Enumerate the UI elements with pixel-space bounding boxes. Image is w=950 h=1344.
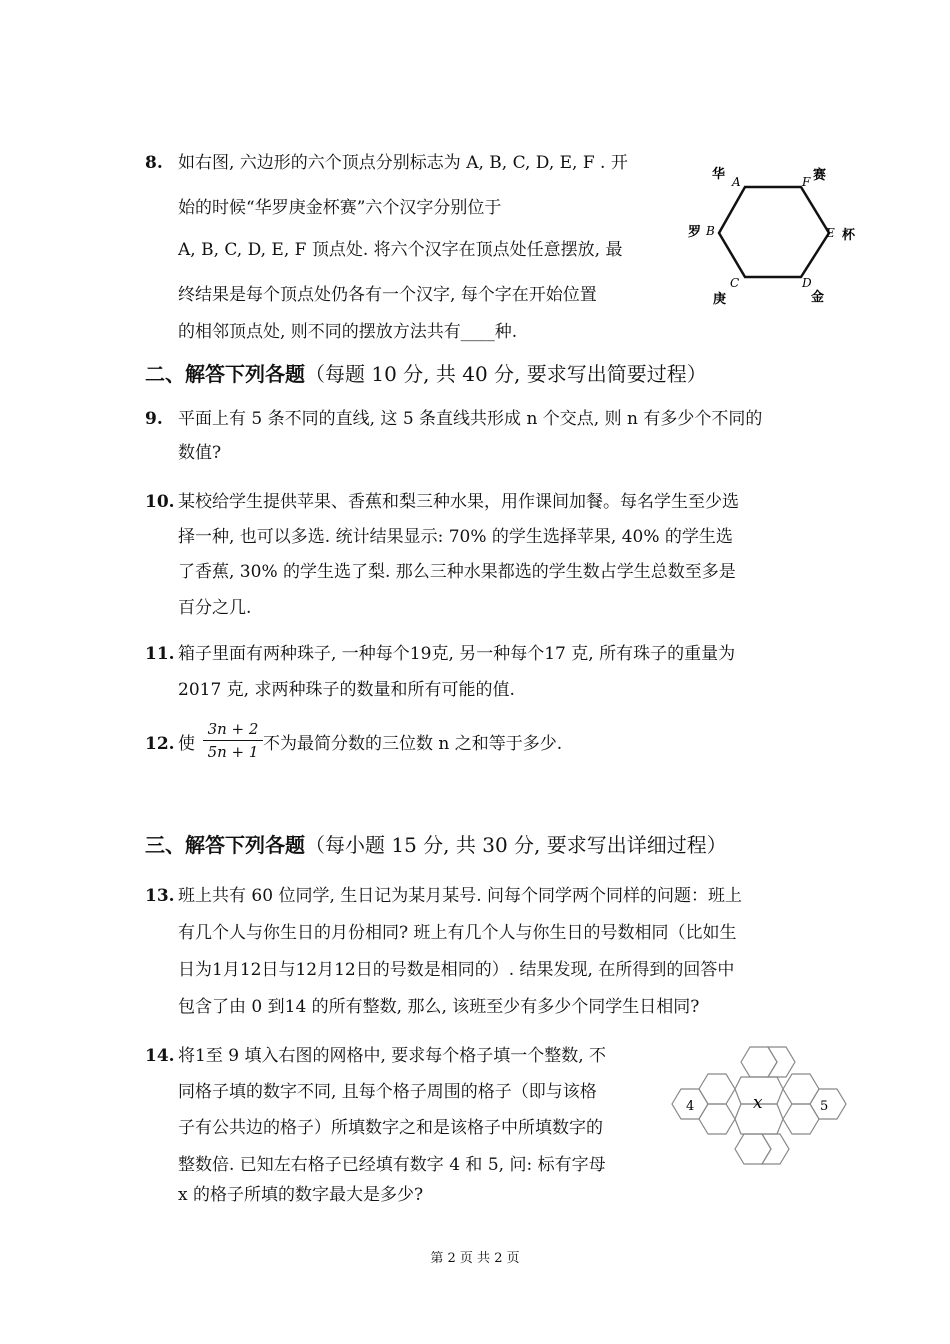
q12-number: 12. (145, 734, 175, 754)
q9-line-1: 平面上有 5 条不同的直线, 这 5 条直线共形成 n 个交点, 则 n 有多少个不同的 (178, 409, 763, 429)
q13-line-2: 有几个人与你生日的月份相同? 班上有几个人与你生日的号数相同（比如生 (178, 923, 737, 943)
vertex-label-c: C (730, 276, 740, 290)
q14-line-5: x 的格子所填的数字最大是多少? (178, 1185, 424, 1205)
hex-label-left: 4 (686, 1099, 695, 1114)
q12-prefix: 使 (178, 734, 195, 754)
hex-cell-top-left (741, 1047, 777, 1077)
q10-line-2: 择一种, 也可以多选. 统计结果显示: 70% 的学生选择苹果, 40% 的学生选 (178, 527, 733, 547)
q14-line-2: 同格子填的数字不同, 且每个格子周围的格子（即与该格 (178, 1082, 597, 1102)
q11-line-1: 箱子里面有两种珠子, 一种每个19克, 另一种每个17 克, 所有珠子的重量为 (178, 644, 736, 664)
hex-cell-upper-right (783, 1074, 819, 1104)
hex-grid-figure (670, 1042, 855, 1170)
char-luo: 罗 (688, 225, 702, 240)
q12-suffix: 不为最简分数的三位数 n 之和等于多少. (263, 734, 563, 754)
q8-line-2: 始的时候“华罗庚金杯赛”六个汉字分别位于 (178, 198, 502, 218)
q13-line-3: 日为1月12日与12月12日的号数是相同的）. 结果发现, 在所得到的回答中 (178, 960, 735, 980)
q11-number: 11. (145, 644, 175, 664)
hex-cell-lower-right (783, 1104, 819, 1134)
hex-cell-bottom-right (762, 1134, 789, 1164)
char-jin: 金 (811, 290, 825, 305)
section-2-title: 二、解答下列各题 (145, 362, 305, 386)
q12-denominator: 5n + 1 (207, 743, 259, 761)
q8-line-5: 的相邻顶点处, 则不同的摆放方法共有____种. (178, 322, 518, 342)
q12-numerator: 3n + 2 (207, 720, 259, 738)
q13-line-1: 班上共有 60 位同学, 生日记为某月某号. 问每个同学两个同样的问题：班上 (178, 886, 743, 906)
hexagon-figure (680, 160, 870, 310)
section-2-note: （每题 10 分, 共 40 分, 要求写出简要过程） (305, 362, 707, 386)
q9-line-2: 数值? (178, 443, 222, 463)
char-hua: 华 (712, 167, 726, 182)
char-geng: 庚 (713, 292, 727, 307)
q14-line-4: 整数倍. 已知左右格子已经填有数字 4 和 5, 问: 标有字母 (178, 1155, 606, 1175)
q8-number: 8. (145, 153, 163, 173)
vertex-label-f: F (802, 175, 811, 189)
char-sai: 赛 (813, 168, 827, 183)
fraction-bar (203, 740, 263, 741)
q8-line-3: A, B, C, D, E, F 顶点处. 将六个汉字在顶点处任意摆放, 最 (178, 240, 623, 260)
q14-line-1: 将1至 9 填入右图的网格中, 要求每个格子填一个整数, 不 (178, 1046, 607, 1066)
vertex-label-a: A (732, 175, 741, 189)
q14-line-3: 子有公共边的格子）所填数字之和是该格子中所填数字的 (178, 1118, 603, 1138)
section-3-title: 三、解答下列各题 (145, 833, 305, 857)
q12-fraction (203, 720, 263, 761)
page-footer: 第 2 页 共 2 页 (430, 1251, 520, 1266)
q10-number: 10. (145, 492, 175, 512)
vertex-label-b: B (706, 224, 715, 238)
q11-line-2: 2017 克, 求两种珠子的数量和所有可能的值. (178, 680, 515, 700)
vertex-label-e: E (826, 226, 835, 240)
hex-label-x: x (753, 1093, 763, 1113)
hex-cell-top-right (768, 1047, 795, 1077)
q8-line-1: 如右图, 六边形的六个顶点分别标志为 A, B, C, D, E, F . 开 (178, 153, 628, 173)
q14-number: 14. (145, 1046, 175, 1066)
q8-line-4: 终结果是每个顶点处仍各有一个汉字, 每个字在开始位置 (178, 285, 597, 305)
hexagon-shape (719, 187, 829, 277)
section-3-note: （每小题 15 分, 共 30 分, 要求写出详细过程） (305, 833, 727, 857)
vertex-label-d: D (802, 276, 812, 290)
section-2-heading (145, 361, 707, 387)
q10-line-3: 了香蕉, 30% 的学生选了梨. 那么三种水果都选的学生数占学生总数至多是 (178, 562, 736, 582)
hex-cell-bottom-left (735, 1134, 771, 1164)
q10-line-1: 某校给学生提供苹果、香蕉和梨三种水果，用作课间加餐。每名学生至少选 (178, 492, 739, 512)
hex-cell-lower-left (699, 1104, 735, 1134)
char-bei: 杯 (842, 228, 856, 243)
q9-number: 9. (145, 409, 163, 429)
q13-number: 13. (145, 886, 175, 906)
hex-cell-upper-left (699, 1074, 735, 1104)
q10-line-4: 百分之几. (178, 598, 252, 618)
section-3-heading (145, 832, 727, 858)
hex-label-right: 5 (820, 1099, 829, 1114)
q13-line-4: 包含了由 0 到14 的所有整数, 那么, 该班至少有多少个同学生日相同? (178, 997, 700, 1017)
